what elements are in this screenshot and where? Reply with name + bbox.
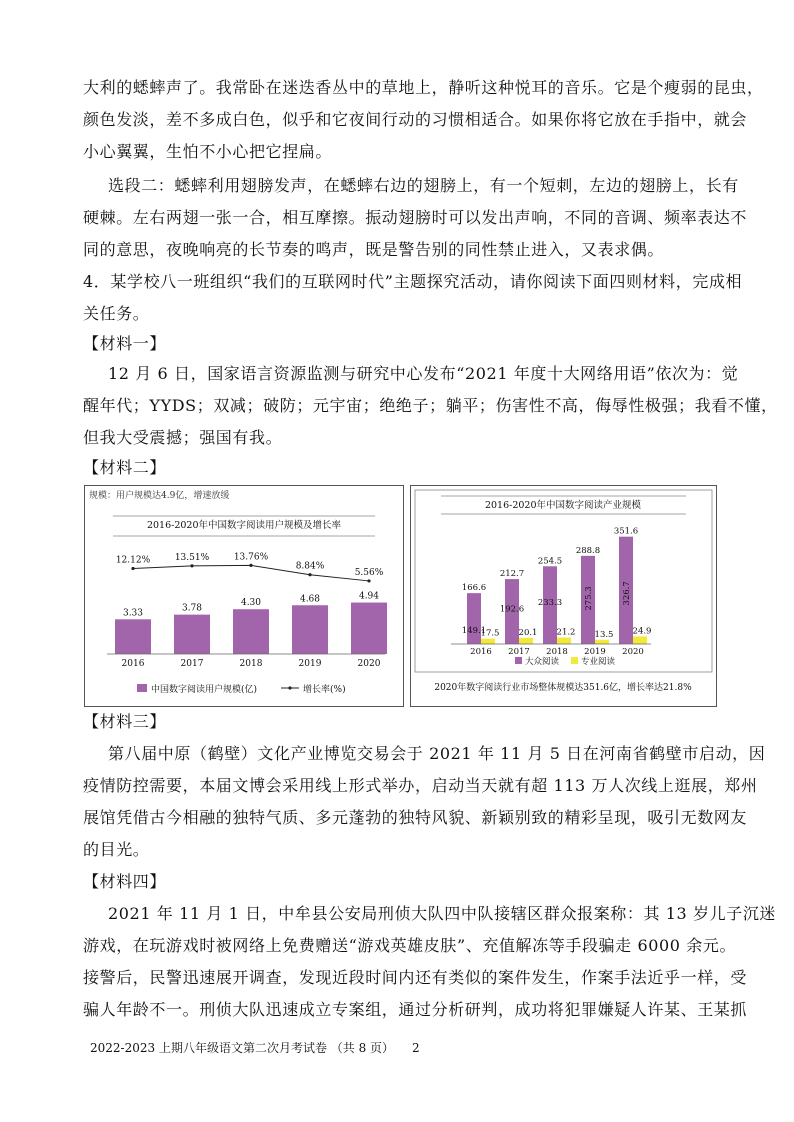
growth-rate-point — [308, 573, 311, 576]
bar-public-reading — [467, 593, 481, 644]
bar-user-scale — [233, 609, 269, 654]
question-line: 4．某学校八一班组织“我们的互联网时代”主题探究活动，请你阅读下面四则材料，完成相 — [83, 272, 743, 291]
bar-user-scale — [115, 619, 151, 654]
x-tick-label: 2016 — [121, 659, 145, 669]
bar-professional-reading — [595, 640, 609, 644]
growth-rate-point — [367, 579, 370, 582]
bar-total-label: 212.7 — [499, 569, 525, 580]
paragraph-line: 第八届中原（鹤壁）文化产业博览交易会于 2021 年 11 月 5 日在河南省鹤壁市启动，因 — [108, 744, 766, 763]
chart-note: 规模：用户规模达4.9亿，增速放缓 — [89, 491, 230, 501]
x-tick-label: 2018 — [546, 647, 568, 657]
bar-professional-label: 21.2 — [556, 627, 576, 638]
paragraph-line: 大利的蟋蟀声了。我常卧在迷迭香丛中的草地上，静听这种悦耳的音乐。它是个瘦弱的昆虫， — [83, 78, 764, 97]
bar-value-label: 4.68 — [299, 594, 321, 605]
chart-user-scale-svg — [85, 486, 403, 706]
chart-industry-scale-svg — [411, 486, 716, 706]
bar-professional-label: 13.5 — [594, 629, 614, 640]
legend-label-professional-reading: 专业阅读 — [581, 657, 616, 667]
bar-professional-reading — [519, 638, 533, 644]
legend-label-growth: 增长率(%) — [303, 685, 346, 695]
growth-rate-label: 5.56% — [354, 567, 384, 578]
x-tick-label: 2020 — [622, 647, 644, 657]
paragraph-line: 接警后，民警迅速展开调查，发现近段时间内还有类似的案件发生，作案手法近乎一样，受 — [83, 968, 748, 987]
x-tick-label: 2018 — [239, 659, 263, 669]
bar-public-label: 326.7 — [622, 581, 632, 606]
chart-industry-scale — [410, 485, 717, 707]
paragraph-line: 颜色发淡，差不多成白色，似乎和它夜间行动的习惯相适合。如果你将它放在手指中，就会 — [83, 110, 748, 129]
growth-rate-label: 13.51% — [174, 552, 210, 563]
x-tick-label: 2017 — [180, 659, 204, 669]
bar-user-scale — [351, 603, 387, 654]
bar-professional-label: 20.1 — [518, 627, 538, 638]
legend-label-user-scale: 中国数字阅读用户规模(亿) — [151, 685, 258, 695]
paragraph-line: 骗人年龄不一。刑侦大队迅速成立专案组，通过分析研判，成功将犯罪嫌疑人许某、王某抓 — [83, 1000, 748, 1019]
bar-professional-reading — [633, 636, 647, 644]
bar-user-scale — [292, 605, 328, 654]
bar-value-label: 4.30 — [240, 598, 262, 609]
paragraph-line: 选段二：蟋蟀利用翅膀发声，在蟋蟀右边的翅膀上，有一个短刺，左边的翅膀上，长有 — [108, 176, 739, 195]
growth-rate-point — [131, 567, 134, 570]
paragraph-line: 的目光。 — [83, 840, 150, 859]
paragraph-line: 小心翼翼，生怕不小心把它捏扁。 — [83, 142, 333, 161]
bar-value-label: 3.78 — [181, 603, 203, 614]
paragraph-line: 硬棘。左右两翅一张一合，相互摩擦。振动翅膀时可以发出声响，不同的音调、频率表达不 — [83, 208, 748, 227]
bar-professional-reading — [557, 638, 571, 644]
chart-title: 2016-2020年中国数字阅读产业规模 — [484, 500, 642, 511]
bar-professional-reading — [481, 639, 495, 644]
bar-professional-label: 24.9 — [632, 626, 652, 637]
page-footer: 2022-2023 上期八年级语文第二次月考试卷 （共 8 页） 2 — [90, 1041, 420, 1055]
chart-user-scale — [84, 485, 404, 707]
x-tick-label: 2019 — [584, 647, 606, 657]
bar-user-scale — [174, 615, 210, 654]
section-heading-material-3: 【材料三】 — [83, 712, 167, 731]
bar-total-label: 166.6 — [461, 583, 487, 594]
growth-rate-label: 13.76% — [233, 552, 269, 563]
bar-total-label: 254.5 — [537, 556, 563, 567]
legend-label-public-reading: 大众阅读 — [525, 657, 560, 667]
bar-public-label: 233.3 — [537, 598, 563, 609]
paragraph-line: 但我大受震撼；强国有我。 — [83, 428, 283, 447]
legend-swatch-user-scale — [137, 684, 147, 692]
bar-total-label: 288.8 — [575, 545, 601, 556]
x-tick-label: 2016 — [470, 647, 492, 657]
question-line: 关任务。 — [83, 304, 150, 323]
bar-value-label: 4.94 — [358, 591, 380, 602]
paragraph-line: 展馆凭借古今相融的独特气质、多元蓬勃的独特风貌、新颖别致的精彩呈现，吸引无数网友 — [83, 808, 748, 827]
bar-total-label: 351.6 — [613, 526, 639, 537]
x-tick-label: 2019 — [298, 659, 322, 669]
growth-rate-label: 12.12% — [115, 555, 151, 566]
legend-marker-growth — [288, 686, 291, 689]
growth-rate-point — [190, 564, 193, 567]
x-tick-label: 2020 — [357, 659, 381, 669]
section-heading-material-4: 【材料四】 — [83, 872, 167, 891]
chart-title: 2016-2020年中国数字阅读用户规模及增长率 — [146, 520, 342, 531]
legend-swatch-professional-reading — [571, 657, 578, 664]
bar-value-label: 3.33 — [122, 608, 144, 619]
legend-swatch-public-reading — [515, 657, 522, 664]
bar-public-label: 192.6 — [499, 604, 525, 615]
inner-frame — [415, 490, 712, 672]
growth-rate-point — [249, 564, 252, 567]
paragraph-line: 同的意思，夜晚响亮的长节奏的鸣声，既是警告别的同性禁止进入，又表求偶。 — [83, 240, 665, 259]
x-tick-label: 2017 — [508, 647, 530, 657]
bar-public-label: 149.1 — [461, 625, 487, 636]
bar-professional-label: 17.5 — [480, 628, 500, 639]
chart-caption: 2020年数字阅读行业市场整体规模达351.6亿，增长率达21.8% — [434, 683, 692, 693]
paragraph-line: 疫情防控需要，本届文博会采用线上形式举办，启动当天就有超 113 万人次线上逛展，郑州 — [83, 776, 758, 795]
growth-rate-label: 8.84% — [295, 561, 325, 572]
bar-public-label: 275.3 — [584, 586, 594, 611]
paragraph-line: 醒年代；YYDS；双减；破防；元宇宙；绝绝子；躺平；伤害性不高，侮辱性极强；我看不懂， — [83, 396, 778, 415]
section-heading-material-2: 【材料二】 — [83, 458, 167, 477]
section-heading-material-1: 【材料一】 — [83, 334, 167, 353]
paragraph-line: 游戏，在玩游戏时被网络上免费赠送“游戏英雄皮肤”、充值解冻等手段骗走 6000 余元。 — [83, 936, 737, 955]
paragraph-line: 2021 年 11 月 1 日，中牟县公安局刑侦大队四中队接辖区群众报案称：其 13 岁儿子沉迷 — [108, 904, 777, 923]
growth-rate-line — [133, 565, 369, 581]
paragraph-line: 12 月 6 日，国家语言资源监测与研究中心发布“2021 年度十大网络用语”依次为：觉 — [108, 364, 739, 383]
